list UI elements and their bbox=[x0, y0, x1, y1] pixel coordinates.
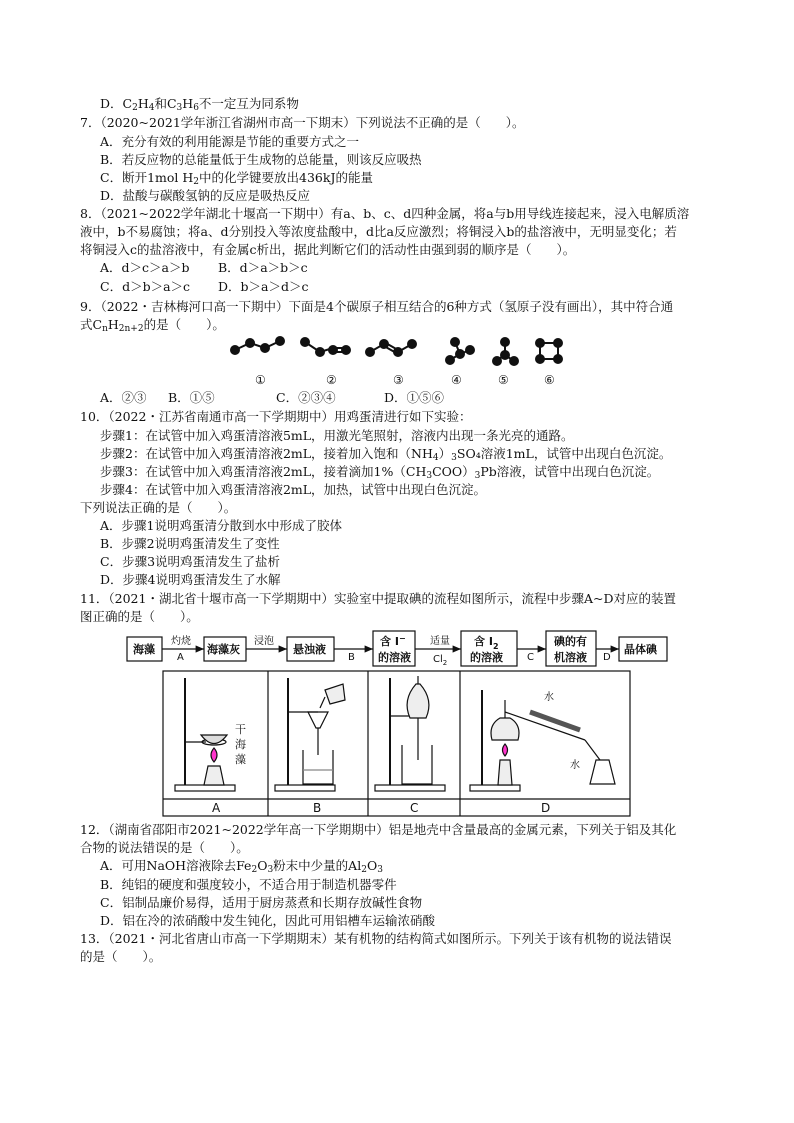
label-6: ⑥ bbox=[544, 373, 555, 387]
svg-text:藻: 藻 bbox=[235, 753, 246, 766]
svg-text:的溶液: 的溶液 bbox=[378, 651, 411, 664]
svg-text:海藻灰: 海藻灰 bbox=[207, 643, 240, 656]
apparatus-d bbox=[470, 690, 615, 791]
svg-text:C: C bbox=[410, 801, 419, 815]
q8-option-d[interactable]: D．b＞a＞d＞c bbox=[218, 279, 309, 294]
q10-step-4: 步骤4：在试管中加入鸡蛋清溶液2mL，加热，试管中出现白色沉淀。 bbox=[100, 482, 487, 497]
q12-option-c[interactable]: C．铝制品廉价易得，适用于厨房蒸煮和长期存放碱性食物 bbox=[100, 895, 423, 910]
svg-text:水: 水 bbox=[544, 692, 554, 703]
q8-stem-3: 将铜浸入c的盐溶液中，有金属c析出，据此判断它们的活动性由强到弱的顺序是（ ）。 bbox=[80, 242, 576, 257]
q12-option-d[interactable]: D．铝在冷的浓硝酸中发生钝化，因此可用铝槽车运输浓硝酸 bbox=[100, 913, 436, 928]
q9-stem-2: 式$C_nH_{2n+2}$的是（ ）。 bbox=[80, 317, 225, 334]
label-1: ① bbox=[255, 373, 266, 387]
svg-text:B: B bbox=[348, 652, 355, 663]
label-2: ② bbox=[326, 373, 337, 387]
apparatus-a bbox=[175, 678, 235, 791]
q11-stem-1: 11．（2021・湖北省十堰市高一下学期期中）实验室中提取碘的流程如图所示，流程中步骤A~D对应的装置 bbox=[80, 591, 676, 606]
q9-option-c[interactable]: C．②③④ bbox=[276, 390, 336, 405]
label-3: ③ bbox=[393, 373, 404, 387]
svg-text:晶体碘: 晶体碘 bbox=[624, 643, 657, 656]
svg-text:A: A bbox=[212, 801, 221, 815]
q11-stem-2: 图正确的是（ ）。 bbox=[80, 609, 199, 624]
q9-option-a[interactable]: A．②③ bbox=[100, 390, 147, 405]
svg-text:含 I−: 含 I− bbox=[380, 634, 406, 648]
q13-stem-2: 的是（ ）。 bbox=[80, 949, 162, 964]
svg-text:浸泡: 浸泡 bbox=[254, 636, 274, 647]
q10-step-2: 步骤2：在试管中加入鸡蛋清溶液2mL，接着加入饱和$(NH_4)_3SO_4$溶液1mL，试管中出现白色沉淀。 bbox=[100, 446, 672, 463]
svg-text:悬浊液: 悬浊液 bbox=[293, 643, 326, 656]
q6-option-d[interactable]: D．$C_2H_4$和$C_3H_6$不一定互为同系物 bbox=[100, 96, 299, 113]
q12-stem-1: 12．（湖南省邵阳市2021~2022学年高一下学期期中）铝是地壳中含量最高的金属元素，下列关于铝及其化 bbox=[80, 822, 677, 837]
svg-text:水: 水 bbox=[570, 760, 580, 771]
q9-stem-1: 9．（2022・吉林梅河口高一下期中）下面是4个碳原子相互结合的6种方式（氢原子没有画出），其中符合通 bbox=[80, 299, 674, 314]
q10-option-c[interactable]: C．步骤3说明鸡蛋清发生了盐析 bbox=[100, 554, 281, 569]
q9-option-b[interactable]: B．①⑤ bbox=[168, 390, 215, 405]
svg-text:干: 干 bbox=[235, 723, 246, 736]
svg-text:灼烧: 灼烧 bbox=[171, 636, 191, 647]
q10-stem: 10．（2022・江苏省南通市高一下学期期中）用鸡蛋清进行如下实验： bbox=[80, 409, 472, 424]
svg-text:D: D bbox=[603, 652, 611, 663]
q10-option-a[interactable]: A．步骤1说明鸡蛋清分散到水中形成了胶体 bbox=[100, 518, 342, 533]
svg-text:的溶液: 的溶液 bbox=[470, 651, 503, 664]
svg-text:机溶液: 机溶液 bbox=[554, 651, 587, 664]
q12-option-b[interactable]: B．纯铝的硬度和强度较小，不适合用于制造机器零件 bbox=[100, 877, 397, 892]
svg-text:B: B bbox=[313, 801, 322, 815]
q12-option-a[interactable]: A．可用NaOH溶液除去$Fe_2O_3$粉末中少量的$Al_2O_3$ bbox=[100, 858, 383, 875]
svg-text:海: 海 bbox=[235, 738, 246, 751]
label-5: ⑤ bbox=[498, 373, 509, 387]
q12-stem-2: 合物的说法错误的是（ ）。 bbox=[80, 840, 249, 855]
apparatus-panels bbox=[163, 671, 630, 816]
q10-option-b[interactable]: B．步骤2说明鸡蛋清发生了变性 bbox=[100, 536, 280, 551]
q7-option-b[interactable]: B．若反应物的总能量低于生成物的总能量，则该反应吸热 bbox=[100, 152, 422, 167]
svg-text:Cl2: $Cl_2$ bbox=[433, 654, 448, 667]
q10-step-3: 步骤3：在试管中加入鸡蛋清溶液2mL，接着滴加$1\%(CH_3COO)_3Pb$溶液，试管中出现白色沉淀。 bbox=[100, 464, 660, 481]
q7-option-c[interactable]: C．断开1mol $H_2$中的化学键要放出436kJ的能量 bbox=[100, 170, 373, 187]
apparatus-c bbox=[375, 676, 445, 791]
q8-option-b[interactable]: B．d＞a＞b＞c bbox=[218, 260, 308, 275]
q7-option-a[interactable]: A．充分有效的利用能源是节能的重要方式之一 bbox=[100, 134, 360, 149]
q7-stem: 7．（2020~2021学年浙江省湖州市高一下期末）下列说法不正确的是（ ）。 bbox=[80, 115, 525, 130]
q10-ask: 下列说法正确的是（ ）。 bbox=[80, 500, 237, 515]
q9-option-d[interactable]: D．①⑤⑥ bbox=[384, 390, 445, 405]
q8-option-c[interactable]: C．d＞b＞a＞c bbox=[100, 279, 191, 294]
svg-text:C: C bbox=[527, 652, 534, 663]
svg-text:适量: 适量 bbox=[430, 636, 450, 647]
q8-option-a[interactable]: A．d＞c＞a＞b bbox=[100, 260, 190, 275]
q8-stem-2: 液中，b不易腐蚀；将a、d分别投入等浓度盐酸中，d比a反应激烈；将铜浸入b的盐溶液中，无明显变化；若 bbox=[80, 224, 677, 239]
svg-text:A: A bbox=[177, 652, 184, 663]
q13-stem-1: 13．（2021・河北省唐山市高一下学期期末）某有机物的结构简式如图所示。下列关于该有机物的说法错误 bbox=[80, 931, 672, 946]
svg-text:含 I2: 含 $I_2$ bbox=[474, 635, 499, 651]
q10-step-1: 步骤1：在试管中加入鸡蛋清溶液5mL，用激光笔照射，溶液内出现一条光亮的通路。 bbox=[100, 428, 574, 443]
q10-option-d[interactable]: D．步骤4说明鸡蛋清发生了水解 bbox=[100, 572, 281, 587]
apparatus-b bbox=[275, 678, 345, 791]
q7-option-d[interactable]: D．盐酸与碳酸氢钠的反应是吸热反应 bbox=[100, 188, 311, 203]
svg-text:D: D bbox=[541, 801, 551, 815]
svg-text:碘的有: 碘的有 bbox=[554, 635, 587, 648]
q8-stem-1: 8．（2021~2022学年湖北十堰高一下期中）有a、b、c、d四种金属，将a与b用导线连接起来，浸入电解质溶 bbox=[80, 206, 690, 221]
svg-text:海藻: 海藻 bbox=[133, 643, 155, 656]
label-4: ④ bbox=[451, 373, 462, 387]
